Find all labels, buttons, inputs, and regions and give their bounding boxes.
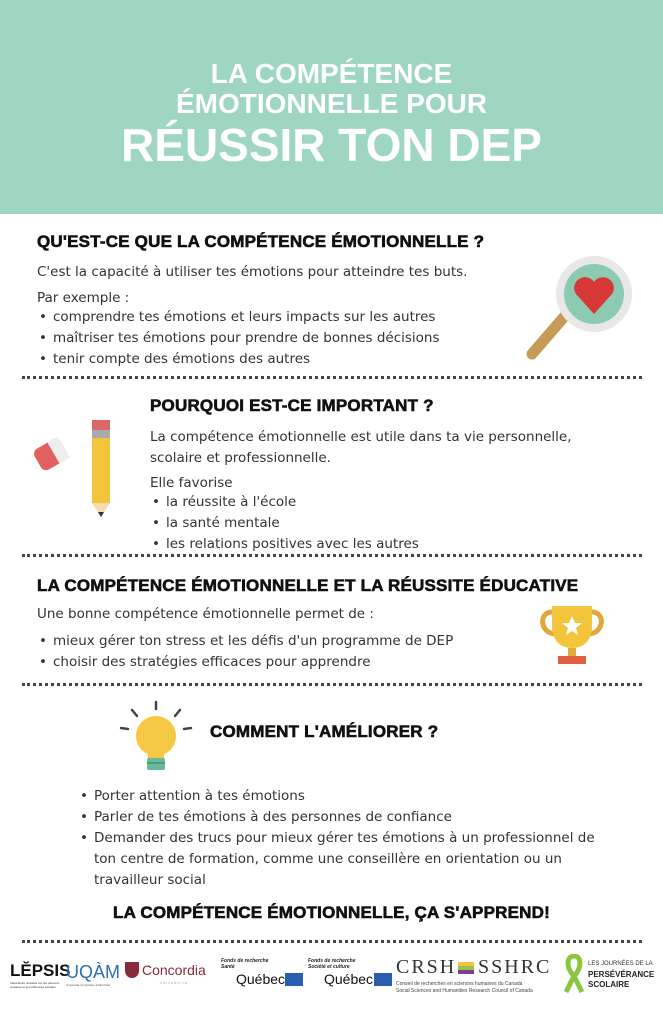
list-item: • Demander des trucs pour mieux gérer tes émotions à un professionnel de ton centre de formation, comme une conseillère en orientation ou un travailleur social: [78, 828, 598, 891]
frqsc-logo: Québec: [324, 971, 374, 987]
tagline: LA COMPÉTENCE ÉMOTIONNELLE, ÇA S'APPREND!: [113, 903, 550, 922]
title-line-3: RÉUSSIR TON DEP: [121, 119, 542, 171]
section4-list: [78, 786, 598, 891]
lightbulb-icon: [118, 700, 194, 774]
divider: [22, 376, 642, 379]
concordia-logo: Concordia: [142, 962, 206, 978]
section3-heading: LA COMPÉTENCE ÉMOTIONNELLE ET LA RÉUSSITE ÉDUCATIVE: [37, 576, 579, 595]
list-item: • la réussite à l'école: [150, 492, 419, 513]
section2-lead: Elle favorise: [150, 475, 233, 491]
section1-heading: QU'EST-CE QUE LA COMPÉTENCE ÉMOTIONNELLE ?: [37, 232, 485, 251]
divider: [22, 554, 642, 557]
list-item: • la santé mentale: [150, 513, 419, 534]
lepsis-logo: LĔPSIS: [10, 961, 71, 980]
section4-heading: COMMENT L'AMÉLIORER ?: [210, 722, 439, 741]
section3-list: [37, 631, 453, 673]
magnifier-heart-icon: [520, 252, 635, 364]
quebec-flag-icon: [285, 973, 303, 986]
list-item: • les relations positives avec les autres: [150, 534, 419, 555]
list-item: • Porter attention à tes émotions: [78, 786, 598, 807]
section1-lead: Par exemple :: [37, 290, 130, 306]
title-line-2: ÉMOTIONNELLE POUR: [175, 88, 488, 119]
title-line-1: LA COMPÉTENCE: [210, 58, 453, 89]
list-item: • mieux gérer ton stress et les défis d'un programme de DEP: [37, 631, 453, 652]
section2-heading: POURQUOI EST-CE IMPORTANT ?: [150, 396, 434, 415]
quebec-flag-icon: [374, 973, 392, 986]
section1-intro: C'est la capacité à utiliser tes émotions pour atteindre tes buts.: [37, 264, 468, 280]
perseverance-logo: PERSÉVÉRANCE: [588, 970, 655, 979]
list-item: • choisir des stratégies efficaces pour apprendre: [37, 652, 453, 673]
uqam-logo: UQÀM: [66, 962, 120, 982]
trophy-icon: [538, 600, 606, 672]
partner-logos: LĔPSIS Laboratoire d'études sur les parcours scolaires et les influences sociales UQÀM Université du Québec à Montréal Concordia UNIVERSITÉ Fonds de recherche Santé Québec Fonds de recherche Société et culture Québec CRSH SSHRC Conseil de recherches en sciences humaines du Canada Social Sciences and Humanities Research Council of Canada LES JOURNÉES DE LA PERSÉVÉRANCE SCOLAIRE: [10, 956, 655, 994]
frqs-logo: Québec: [236, 971, 286, 987]
header-banner: [0, 0, 663, 214]
section2-intro: La compétence émotionnelle est utile dans ta vie personnelle, scolaire et professionnelle.: [150, 429, 572, 466]
sshrc-logo: SSHRC: [478, 956, 552, 978]
pencil-eraser-icon: [28, 415, 118, 520]
crsh-logo: CRSH: [396, 956, 457, 978]
section3-intro: Une bonne compétence émotionnelle permet de :: [37, 606, 374, 622]
ribbon-icon: [562, 954, 586, 994]
divider: [22, 683, 642, 686]
list-item: • tenir compte des émotions des autres: [37, 349, 440, 370]
divider: [22, 940, 642, 943]
list-item: • maîtriser tes émotions pour prendre de bonnes décisions: [37, 328, 440, 349]
list-item: • comprendre tes émotions et leurs impacts sur les autres: [37, 307, 440, 328]
sshrc-bars-icon: [458, 962, 474, 974]
list-item: • Parler de tes émotions à des personnes de confiance: [78, 807, 598, 828]
concordia-shield-icon: [125, 962, 139, 978]
section2-list: [150, 492, 419, 555]
section1-list: [37, 307, 440, 370]
